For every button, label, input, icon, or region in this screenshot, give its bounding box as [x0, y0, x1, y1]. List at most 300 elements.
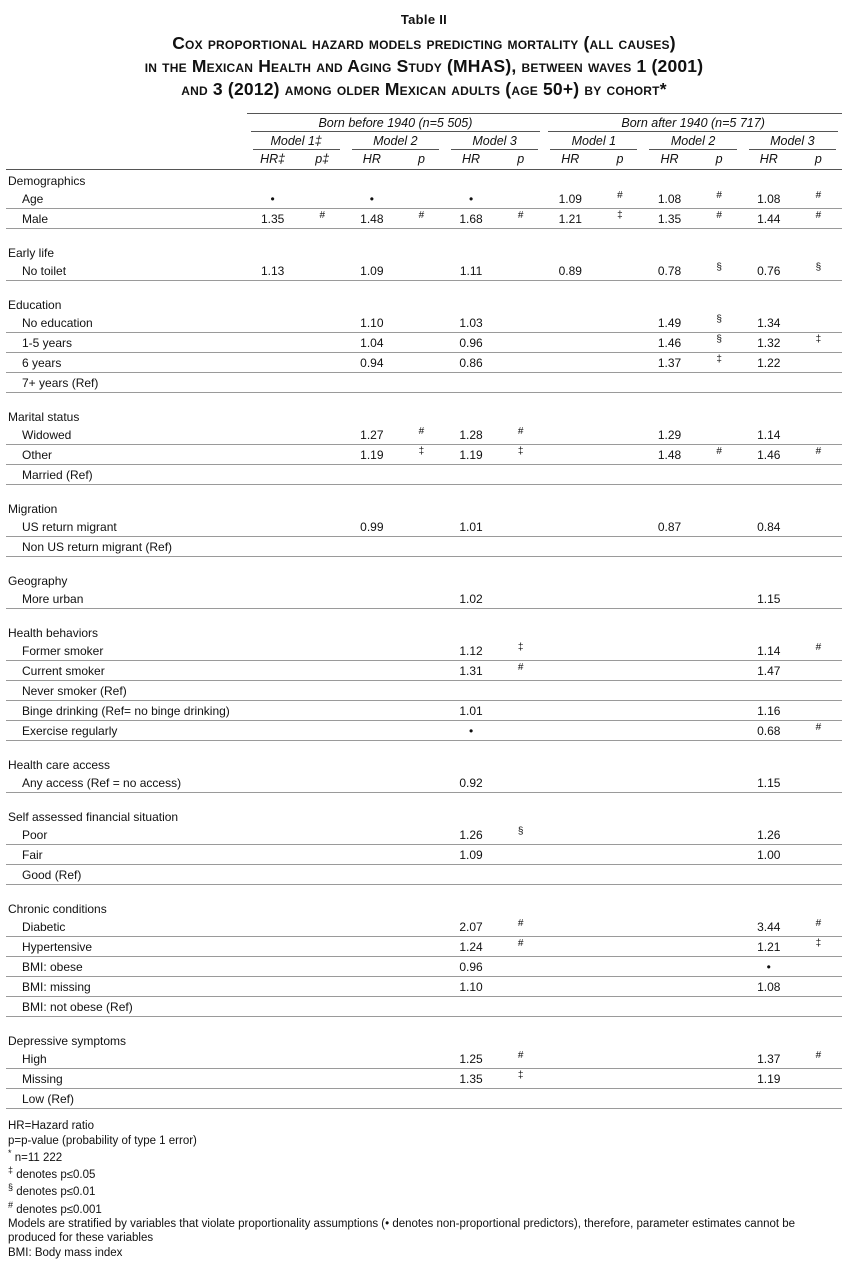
p-flag: [497, 261, 544, 281]
hr-value: [544, 977, 596, 997]
cohort-header-before-1940: [247, 114, 545, 133]
hr-value: [247, 997, 299, 1017]
section-label: Early life: [8, 245, 55, 260]
col-header-hr: HR: [743, 150, 795, 170]
results-table: [6, 113, 842, 1109]
col-header-p: p: [398, 150, 445, 170]
p-flag: #: [795, 721, 842, 741]
p-flag: #: [299, 209, 346, 229]
hr-value: [544, 1049, 596, 1069]
hr-value: 0.96: [445, 333, 497, 353]
hr-value: 1.49: [643, 313, 695, 333]
p-flag: [696, 845, 743, 865]
spacer-row: [6, 281, 842, 295]
p-flag: [696, 917, 743, 937]
p-flag: [497, 589, 544, 609]
p-flag: [795, 701, 842, 721]
hr-value: [544, 313, 596, 333]
p-flag: [795, 825, 842, 845]
p-flag: [795, 537, 842, 557]
p-flag: [696, 773, 743, 793]
section-label: Education: [8, 297, 62, 312]
spacer-cell: [6, 793, 842, 807]
footnote-line: * n=11 222: [8, 1148, 63, 1164]
hr-value: [346, 937, 398, 957]
hr-value: 1.22: [743, 353, 795, 373]
p-flag: #: [398, 209, 445, 229]
p-flag: [398, 537, 445, 557]
hr-value: [247, 313, 299, 333]
section-label: Health care access: [8, 757, 111, 772]
p-flag: [696, 865, 743, 885]
p-flag: [299, 865, 346, 885]
section-label: Marital status: [8, 409, 80, 424]
hr-value: 1.46: [743, 445, 795, 465]
hr-value: [247, 353, 299, 373]
hr-value: 0.92: [445, 773, 497, 793]
table-title-line-1: Cox proportional hazard models predicting mortality (all causes): [172, 33, 676, 53]
row-label: Male: [6, 209, 247, 229]
spacer-cell: [6, 557, 842, 571]
hr-value: [643, 997, 695, 1017]
p-flag: ‡: [795, 937, 842, 957]
col-header-p: p: [696, 150, 743, 170]
hr-value: [643, 957, 695, 977]
p-flag: [596, 589, 643, 609]
p-flag: [596, 445, 643, 465]
hr-value: [346, 661, 398, 681]
hr-value: [445, 865, 497, 885]
p-flag: [795, 517, 842, 537]
data-row: [6, 681, 842, 701]
p-flag: [299, 977, 346, 997]
hr-value: 1.08: [743, 977, 795, 997]
p-flag: [596, 937, 643, 957]
hr-value: 1.37: [743, 1049, 795, 1069]
hr-value: 1.14: [743, 641, 795, 661]
hr-value: [346, 845, 398, 865]
p-flag: [596, 957, 643, 977]
p-flag: [299, 661, 346, 681]
p-flag: ‡: [795, 333, 842, 353]
p-flag: [795, 865, 842, 885]
hr-value: 1.21: [743, 937, 795, 957]
data-row: [6, 1089, 842, 1109]
p-flag: [696, 661, 743, 681]
row-label: Diabetic: [6, 917, 247, 937]
hr-value: [346, 865, 398, 885]
p-flag: [398, 1049, 445, 1069]
footnote-line: p=p-value (probability of type 1 error): [8, 1134, 197, 1147]
hr-value: [346, 721, 398, 741]
p-flag: [596, 261, 643, 281]
p-flag: #: [497, 209, 544, 229]
spacer-cell: [6, 1017, 842, 1031]
hr-value: [544, 701, 596, 721]
p-flag: §: [696, 333, 743, 353]
hr-value: [544, 865, 596, 885]
p-flag: [398, 865, 445, 885]
p-flag: ‡: [398, 445, 445, 465]
hr-value: [643, 937, 695, 957]
data-row: [6, 865, 842, 885]
p-flag: [696, 681, 743, 701]
row-label: Former smoker: [6, 641, 247, 661]
hr-value: [445, 1089, 497, 1109]
hr-value: [247, 641, 299, 661]
p-flag: [299, 537, 346, 557]
p-flag: [398, 313, 445, 333]
data-row: [6, 937, 842, 957]
hr-value: [346, 465, 398, 485]
p-flag: [299, 189, 346, 209]
hr-value: [247, 917, 299, 937]
hr-value: [247, 517, 299, 537]
p-flag: [497, 701, 544, 721]
hr-value: 1.15: [743, 589, 795, 609]
hr-value: 1.35: [643, 209, 695, 229]
hr-value: [743, 997, 795, 1017]
p-flag: [497, 977, 544, 997]
p-flag: [398, 1069, 445, 1089]
p-flag: [497, 537, 544, 557]
p-flag: [596, 865, 643, 885]
hr-value: 0.78: [643, 261, 695, 281]
data-row: [6, 1049, 842, 1069]
p-flag: [299, 957, 346, 977]
data-row: [6, 997, 842, 1017]
hr-value: [643, 865, 695, 885]
data-row: [6, 373, 842, 393]
p-flag: [299, 917, 346, 937]
row-label: BMI: obese: [6, 957, 247, 977]
row-label: 6 years: [6, 353, 247, 373]
p-flag: [596, 465, 643, 485]
hr-value: [544, 681, 596, 701]
p-flag: #: [696, 189, 743, 209]
hr-value: 1.26: [445, 825, 497, 845]
row-label: Married (Ref): [6, 465, 247, 485]
footnote-line: # denotes p≤0.001: [8, 1199, 102, 1216]
spacer-row: [6, 741, 842, 755]
p-flag: [497, 313, 544, 333]
hr-value: [643, 721, 695, 741]
p-flag: [398, 641, 445, 661]
p-flag: [398, 825, 445, 845]
p-flag: #: [497, 661, 544, 681]
hr-value: [247, 957, 299, 977]
col-header-hr: HR: [346, 150, 398, 170]
model-header-a1-m2: Model 2: [643, 132, 742, 150]
hr-value: [743, 681, 795, 701]
p-flag: [398, 333, 445, 353]
hr-value: [247, 425, 299, 445]
data-row: [6, 721, 842, 741]
cohort-label-before-1940: Born before 1940 (n=5 505): [251, 114, 541, 132]
p-flag: [299, 425, 346, 445]
p-flag: [696, 1069, 743, 1089]
hr-value: 1.13: [247, 261, 299, 281]
p-flag: [497, 373, 544, 393]
hr-value: 1.48: [346, 209, 398, 229]
hr-value: [743, 1089, 795, 1109]
hr-value: 1.25: [445, 1049, 497, 1069]
footnote-marker: *: [8, 1148, 12, 1159]
model-header-a1-m1: Model 1: [544, 132, 643, 150]
p-flag: [299, 701, 346, 721]
p-flag: [299, 1069, 346, 1089]
hr-value: [247, 661, 299, 681]
hr-value: 0.87: [643, 517, 695, 537]
data-row: [6, 773, 842, 793]
hr-value: 1.19: [743, 1069, 795, 1089]
p-flag: [398, 661, 445, 681]
hr-value: 0.89: [544, 261, 596, 281]
data-row: [6, 661, 842, 681]
section-row: [6, 242, 842, 261]
hr-value: 1.16: [743, 701, 795, 721]
p-flag: [497, 333, 544, 353]
hr-value: 1.03: [445, 313, 497, 333]
p-flag: [795, 977, 842, 997]
hr-value: [247, 977, 299, 997]
row-label: BMI: not obese (Ref): [6, 997, 247, 1017]
footnote-marker: #: [8, 1199, 14, 1210]
hr-value: 0.86: [445, 353, 497, 373]
row-label: More urban: [6, 589, 247, 609]
hr-value: [544, 917, 596, 937]
p-flag: [497, 353, 544, 373]
col-header-hr: HR‡: [247, 150, 299, 170]
p-flag: #: [696, 445, 743, 465]
p-flag: #: [497, 917, 544, 937]
p-flag: [299, 589, 346, 609]
hr-value: [643, 845, 695, 865]
p-flag: [596, 1069, 643, 1089]
hr-value: [544, 537, 596, 557]
p-flag: [696, 825, 743, 845]
p-flag: ‡: [696, 353, 743, 373]
p-flag: [696, 1089, 743, 1109]
p-flag: [398, 1089, 445, 1109]
model-header-row: [6, 132, 842, 150]
row-label: Missing: [6, 1069, 247, 1089]
hr-value: 1.14: [743, 425, 795, 445]
footnote-marker: §: [8, 1182, 14, 1193]
hr-value: [743, 465, 795, 485]
p-flag: [497, 845, 544, 865]
hr-value: [643, 701, 695, 721]
col-header-hr: HR: [544, 150, 596, 170]
hr-value: [346, 701, 398, 721]
p-flag: [795, 589, 842, 609]
p-flag: [596, 773, 643, 793]
section-label: Demographics: [8, 173, 86, 188]
section-label: Geography: [8, 573, 68, 588]
hr-value: 0.99: [346, 517, 398, 537]
data-row: [6, 353, 842, 373]
row-label: US return migrant: [6, 517, 247, 537]
hr-value: [247, 1069, 299, 1089]
hr-value: 1.46: [643, 333, 695, 353]
model-header-a1-m3: Model 3: [743, 132, 842, 150]
model-header-b1-m2: Model 2: [346, 132, 445, 150]
hr-value: [346, 1069, 398, 1089]
p-flag: [299, 773, 346, 793]
hr-value: [247, 937, 299, 957]
hr-value: [445, 465, 497, 485]
p-flag: [497, 773, 544, 793]
hr-value: [544, 589, 596, 609]
row-label: Age: [6, 189, 247, 209]
section-row: [6, 806, 842, 825]
hr-value: [643, 825, 695, 845]
footnote-marker: ‡: [8, 1165, 14, 1176]
p-flag: [299, 825, 346, 845]
hr-value: [346, 773, 398, 793]
hr-value: 0.96: [445, 957, 497, 977]
spacer-row: [6, 885, 842, 899]
p-flag: [596, 313, 643, 333]
p-flag: [596, 1049, 643, 1069]
spacer-row: [6, 393, 842, 407]
p-flag: [795, 957, 842, 977]
p-flag: [398, 589, 445, 609]
data-row: [6, 189, 842, 209]
hr-value: [247, 1089, 299, 1109]
p-flag: §: [795, 261, 842, 281]
row-label: Hypertensive: [6, 937, 247, 957]
p-flag: ‡: [497, 641, 544, 661]
hr-value: [346, 825, 398, 845]
hr-value: 1.28: [445, 425, 497, 445]
data-row: [6, 589, 842, 609]
section-row: [6, 170, 842, 190]
hr-value: [544, 825, 596, 845]
hr-value: [247, 721, 299, 741]
p-flag: [299, 1089, 346, 1109]
section-row: [6, 754, 842, 773]
p-flag: [299, 373, 346, 393]
spacer-row: [6, 229, 842, 243]
row-label: Fair: [6, 845, 247, 865]
data-row: [6, 261, 842, 281]
hr-value: [544, 425, 596, 445]
p-flag: [398, 681, 445, 701]
stub-header-cell: [6, 150, 247, 170]
data-row: [6, 313, 842, 333]
hr-value: [643, 977, 695, 997]
spacer-cell: [6, 609, 842, 623]
hr-value: 1.01: [445, 517, 497, 537]
table-number: Table II: [400, 12, 448, 27]
p-flag: [696, 537, 743, 557]
data-row: [6, 957, 842, 977]
data-row: [6, 845, 842, 865]
section-row: [6, 406, 842, 425]
data-row: [6, 209, 842, 229]
col-header-hr: HR: [643, 150, 695, 170]
p-flag: [398, 937, 445, 957]
footnotes: [6, 1119, 842, 1260]
p-flag: [299, 517, 346, 537]
hr-value: 1.35: [445, 1069, 497, 1089]
row-label: Poor: [6, 825, 247, 845]
data-row: [6, 333, 842, 353]
p-flag: [497, 465, 544, 485]
hr-value: 1.00: [743, 845, 795, 865]
section-row: [6, 622, 842, 641]
hr-value: •: [743, 957, 795, 977]
p-flag: [596, 333, 643, 353]
p-flag: [398, 353, 445, 373]
hr-value: •: [247, 189, 299, 209]
p-flag: [299, 845, 346, 865]
hr-value: [643, 641, 695, 661]
hr-value: [445, 997, 497, 1017]
p-flag: [299, 937, 346, 957]
p-flag: [795, 997, 842, 1017]
hr-value: •: [445, 721, 497, 741]
p-flag: [795, 425, 842, 445]
row-label: High: [6, 1049, 247, 1069]
p-flag: [696, 517, 743, 537]
p-flag: [299, 681, 346, 701]
section-row: [6, 570, 842, 589]
hr-value: [445, 537, 497, 557]
hr-value: [346, 681, 398, 701]
hr-value: [643, 373, 695, 393]
section-label: Depressive symptoms: [8, 1033, 127, 1048]
p-flag: [497, 865, 544, 885]
hr-value: 1.29: [643, 425, 695, 445]
p-flag: [596, 681, 643, 701]
p-flag: [497, 517, 544, 537]
p-flag: [398, 517, 445, 537]
hr-value: [544, 641, 596, 661]
p-flag: [497, 1089, 544, 1109]
hr-value: [643, 537, 695, 557]
p-flag: [596, 701, 643, 721]
hr-value: 1.12: [445, 641, 497, 661]
hr-value: [247, 845, 299, 865]
row-label: Good (Ref): [6, 865, 247, 885]
hr-value: 1.32: [743, 333, 795, 353]
p-flag: [497, 721, 544, 741]
hr-value: 1.19: [346, 445, 398, 465]
p-flag: [398, 701, 445, 721]
hr-value: 2.07: [445, 917, 497, 937]
p-flag: [596, 721, 643, 741]
spacer-cell: [6, 229, 842, 243]
p-flag: [696, 1049, 743, 1069]
p-flag: [696, 641, 743, 661]
hr-value: 1.08: [743, 189, 795, 209]
p-flag: §: [497, 825, 544, 845]
hr-value: [247, 589, 299, 609]
data-row: [6, 425, 842, 445]
hr-value: [445, 373, 497, 393]
hr-value: [544, 333, 596, 353]
col-header-p: p: [795, 150, 842, 170]
hr-value: [247, 537, 299, 557]
p-flag: [299, 333, 346, 353]
row-label: 7+ years (Ref): [6, 373, 247, 393]
p-flag: [696, 373, 743, 393]
hr-value: [643, 773, 695, 793]
p-flag: [596, 977, 643, 997]
p-flag: [497, 957, 544, 977]
